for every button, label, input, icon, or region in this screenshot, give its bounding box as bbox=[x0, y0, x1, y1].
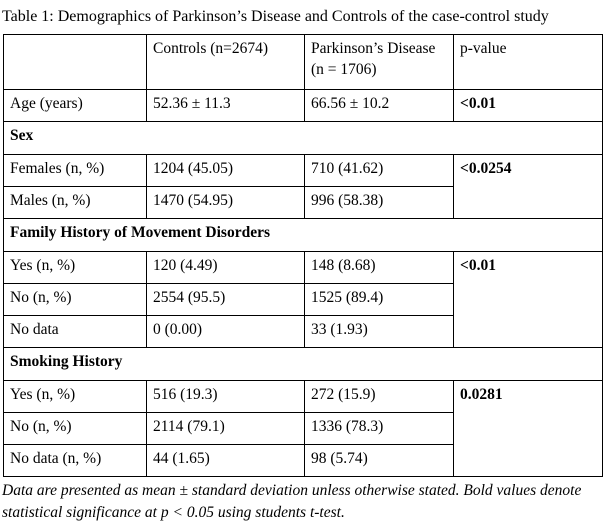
cell-controls: 1204 (45.05) bbox=[147, 155, 305, 187]
header-parkinsons-cell: Parkinson’s Disease (n = 1706) bbox=[305, 35, 454, 90]
cell-pvalue: <0.01 bbox=[454, 90, 603, 122]
cell-pvalue-family: <0.01 bbox=[454, 252, 603, 348]
cell-parkinsons: 148 (8.68) bbox=[305, 252, 454, 284]
header-pvalue-cell: p-value bbox=[454, 35, 603, 90]
section-smoking-history bbox=[4, 348, 603, 381]
table-footnote: Data are presented as mean ± standard deviation unless otherwise stated. Bold values denote statistical significance at p < 0.05 using students t-test. bbox=[2, 482, 582, 521]
cell-pvalue-sex: <0.0254 bbox=[454, 155, 603, 219]
cell-controls: 44 (1.65) bbox=[147, 445, 305, 477]
row-label: Age (years) bbox=[4, 90, 147, 122]
table-caption: Table 1: Demographics of Parkinson’s Disease and Controls of the case-control study bbox=[2, 8, 549, 25]
row-label: No (n, %) bbox=[4, 284, 147, 316]
cell-controls: 516 (19.3) bbox=[147, 381, 305, 413]
row-label: Yes (n, %) bbox=[4, 381, 147, 413]
header-controls-cell: Controls (n=2674) bbox=[147, 35, 305, 90]
header-corner-cell bbox=[4, 35, 147, 90]
cell-controls: 120 (4.49) bbox=[147, 252, 305, 284]
table-header-row bbox=[4, 35, 603, 90]
section-header-label: Smoking History bbox=[4, 348, 603, 381]
section-header-label: Family History of Movement Disorders bbox=[4, 219, 603, 252]
cell-parkinsons: 66.56 ± 10.2 bbox=[305, 90, 454, 122]
cell-parkinsons: 1336 (78.3) bbox=[305, 413, 454, 445]
cell-controls: 1470 (54.95) bbox=[147, 187, 305, 219]
row-age bbox=[4, 90, 603, 122]
section-sex bbox=[4, 122, 603, 155]
cell-parkinsons: 996 (58.38) bbox=[305, 187, 454, 219]
row-smoking-yes bbox=[4, 381, 603, 413]
cell-parkinsons: 710 (41.62) bbox=[305, 155, 454, 187]
row-label: Yes (n, %) bbox=[4, 252, 147, 284]
cell-controls: 2554 (95.5) bbox=[147, 284, 305, 316]
section-family-history bbox=[4, 219, 603, 252]
cell-controls: 52.36 ± 11.3 bbox=[147, 90, 305, 122]
row-label: No data bbox=[4, 316, 147, 348]
cell-parkinsons: 98 (5.74) bbox=[305, 445, 454, 477]
section-header-label: Sex bbox=[4, 122, 603, 155]
demographics-table bbox=[3, 34, 603, 477]
row-label: Females (n, %) bbox=[4, 155, 147, 187]
row-females bbox=[4, 155, 603, 187]
row-family-yes bbox=[4, 252, 603, 284]
cell-parkinsons: 272 (15.9) bbox=[305, 381, 454, 413]
row-label: Males (n, %) bbox=[4, 187, 147, 219]
cell-controls: 0 (0.00) bbox=[147, 316, 305, 348]
row-label: No (n, %) bbox=[4, 413, 147, 445]
cell-parkinsons: 33 (1.93) bbox=[305, 316, 454, 348]
cell-pvalue-smoking: 0.0281 bbox=[454, 381, 603, 477]
cell-parkinsons: 1525 (89.4) bbox=[305, 284, 454, 316]
cell-controls: 2114 (79.1) bbox=[147, 413, 305, 445]
row-label: No data (n, %) bbox=[4, 445, 147, 477]
